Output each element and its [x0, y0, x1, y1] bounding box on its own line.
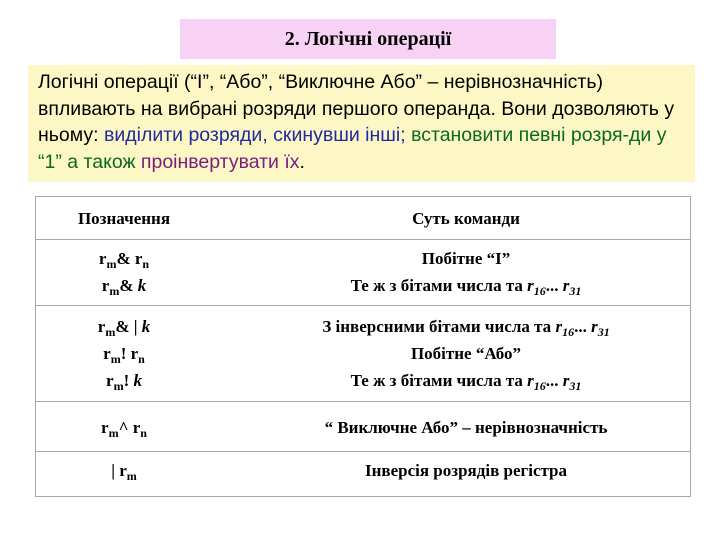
desc-same-bits: Те ж з бітами числа та $r_{16}$... $r_{31}$ — [350, 276, 582, 298]
desc-bitwise-or: Побітне “Або” — [410, 344, 522, 363]
desc-invert: Інверсія розрядів регістра — [365, 461, 567, 480]
row-divider — [36, 401, 690, 402]
symbol-rm-and-k: $r_m\&$ k — [101, 276, 147, 298]
slide-title-text: 2. Логічні операції — [284, 27, 452, 50]
cell-designation-or — [36, 313, 212, 394]
intro-highlight-invert: проінвертувати їх — [140, 150, 300, 173]
header-meaning: Суть команди — [412, 209, 520, 228]
desc-inverse-bits: З інверсними бітами числа та $r_{16}$... $r_{31}$ — [322, 317, 610, 339]
row-divider — [36, 239, 690, 240]
intro-paragraph — [28, 65, 695, 182]
desc-xor: “ Виключне Або” – нерівнозначність — [324, 418, 608, 437]
symbol-rm-and-rn: $r_m\&$ $r_n$ — [98, 249, 150, 271]
cell-designation-and — [36, 245, 212, 299]
symbol-rm-or-rn: $r_m$! $r_n$ — [103, 344, 145, 366]
symbol-rm-and-bar-k: $r_m\&$ | k — [97, 317, 151, 339]
cell-designation-invert: | $r_m$ — [111, 461, 137, 483]
desc-same-bits: Те ж з бітами числа та $r_{16}$... $r_{31}$ — [350, 371, 582, 393]
row-divider — [36, 451, 690, 452]
cell-designation-xor: $r_m\^{}$ $r_n$ — [101, 418, 147, 440]
cell-meaning-or — [246, 313, 686, 394]
desc-bitwise-and: Побітне “I” — [421, 249, 511, 268]
row-divider — [36, 305, 690, 306]
cell-meaning-and — [246, 245, 686, 299]
operations-table — [35, 196, 691, 497]
intro-highlight-set: встановити певні розря-ди у “1” а також — [38, 124, 667, 173]
symbol-rm-or-k: $r_m$! k — [106, 371, 142, 393]
intro-text-end: . — [299, 150, 305, 173]
slide-title — [180, 19, 556, 59]
intro-highlight-select: виділити розряди, скинувши інші; — [103, 124, 406, 146]
header-designation: Позначення — [77, 209, 171, 228]
intro-text-1: Логічні операції (“I”, “Або”, “Виключне Або” – нерівнозначність) впливають на вибрані розряди першого операнда. Вони дозволяють у ньому: — [38, 71, 675, 146]
